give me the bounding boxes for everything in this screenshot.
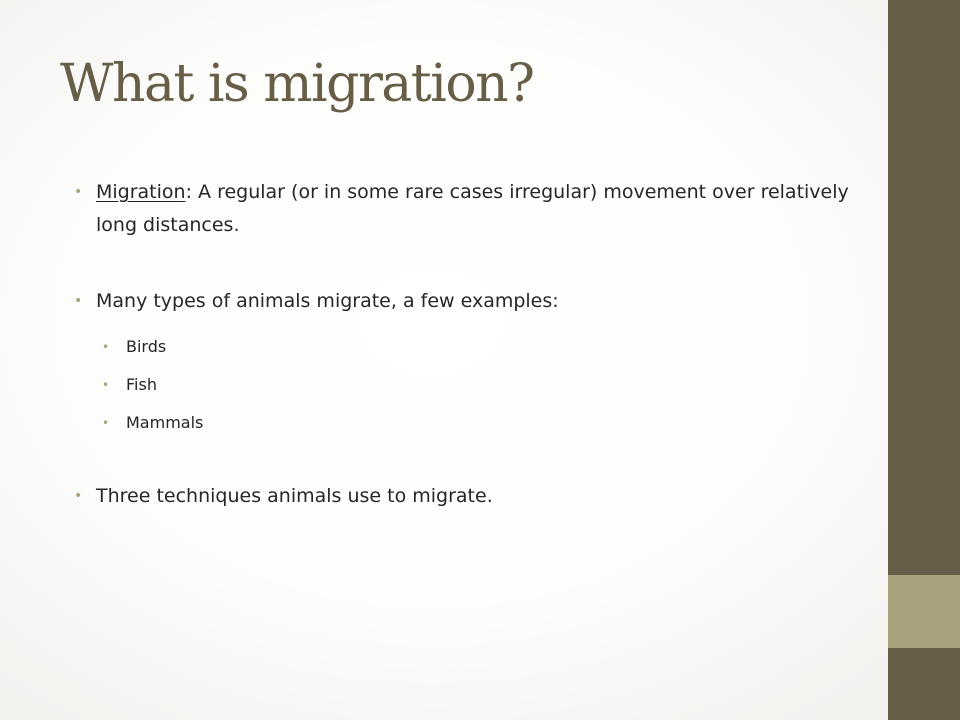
sub-item-text: Mammals bbox=[126, 413, 204, 432]
bullet-list bbox=[72, 176, 862, 513]
sub-item-text: Birds bbox=[126, 337, 167, 356]
bullet-marker: • bbox=[74, 488, 83, 504]
bullet-marker: • bbox=[74, 293, 83, 309]
bullet-animal-types bbox=[72, 285, 862, 318]
sub-item-text: Fish bbox=[126, 375, 157, 394]
sub-item-fish bbox=[72, 366, 862, 404]
bullet-text: Many types of animals migrate, a few examples: bbox=[96, 290, 559, 312]
bullet-marker: • bbox=[74, 184, 83, 200]
term-migration: Migration bbox=[96, 181, 186, 203]
bullet-text: Three techniques animals use to migrate. bbox=[96, 485, 493, 507]
sub-item-birds bbox=[72, 328, 862, 366]
definition-text: : A regular (or in some rare cases irregular) movement over relatively long distances. bbox=[96, 181, 849, 236]
sub-bullet-marker: • bbox=[102, 416, 110, 430]
bullet-migration-definition bbox=[72, 176, 862, 242]
sub-bullet-marker: • bbox=[102, 378, 110, 392]
sidebar-accent-block bbox=[888, 575, 960, 648]
sub-item-mammals bbox=[72, 404, 862, 442]
slide-title: What is migration? bbox=[60, 54, 534, 114]
bullet-techniques bbox=[72, 480, 862, 513]
sub-bullet-marker: • bbox=[102, 340, 110, 354]
